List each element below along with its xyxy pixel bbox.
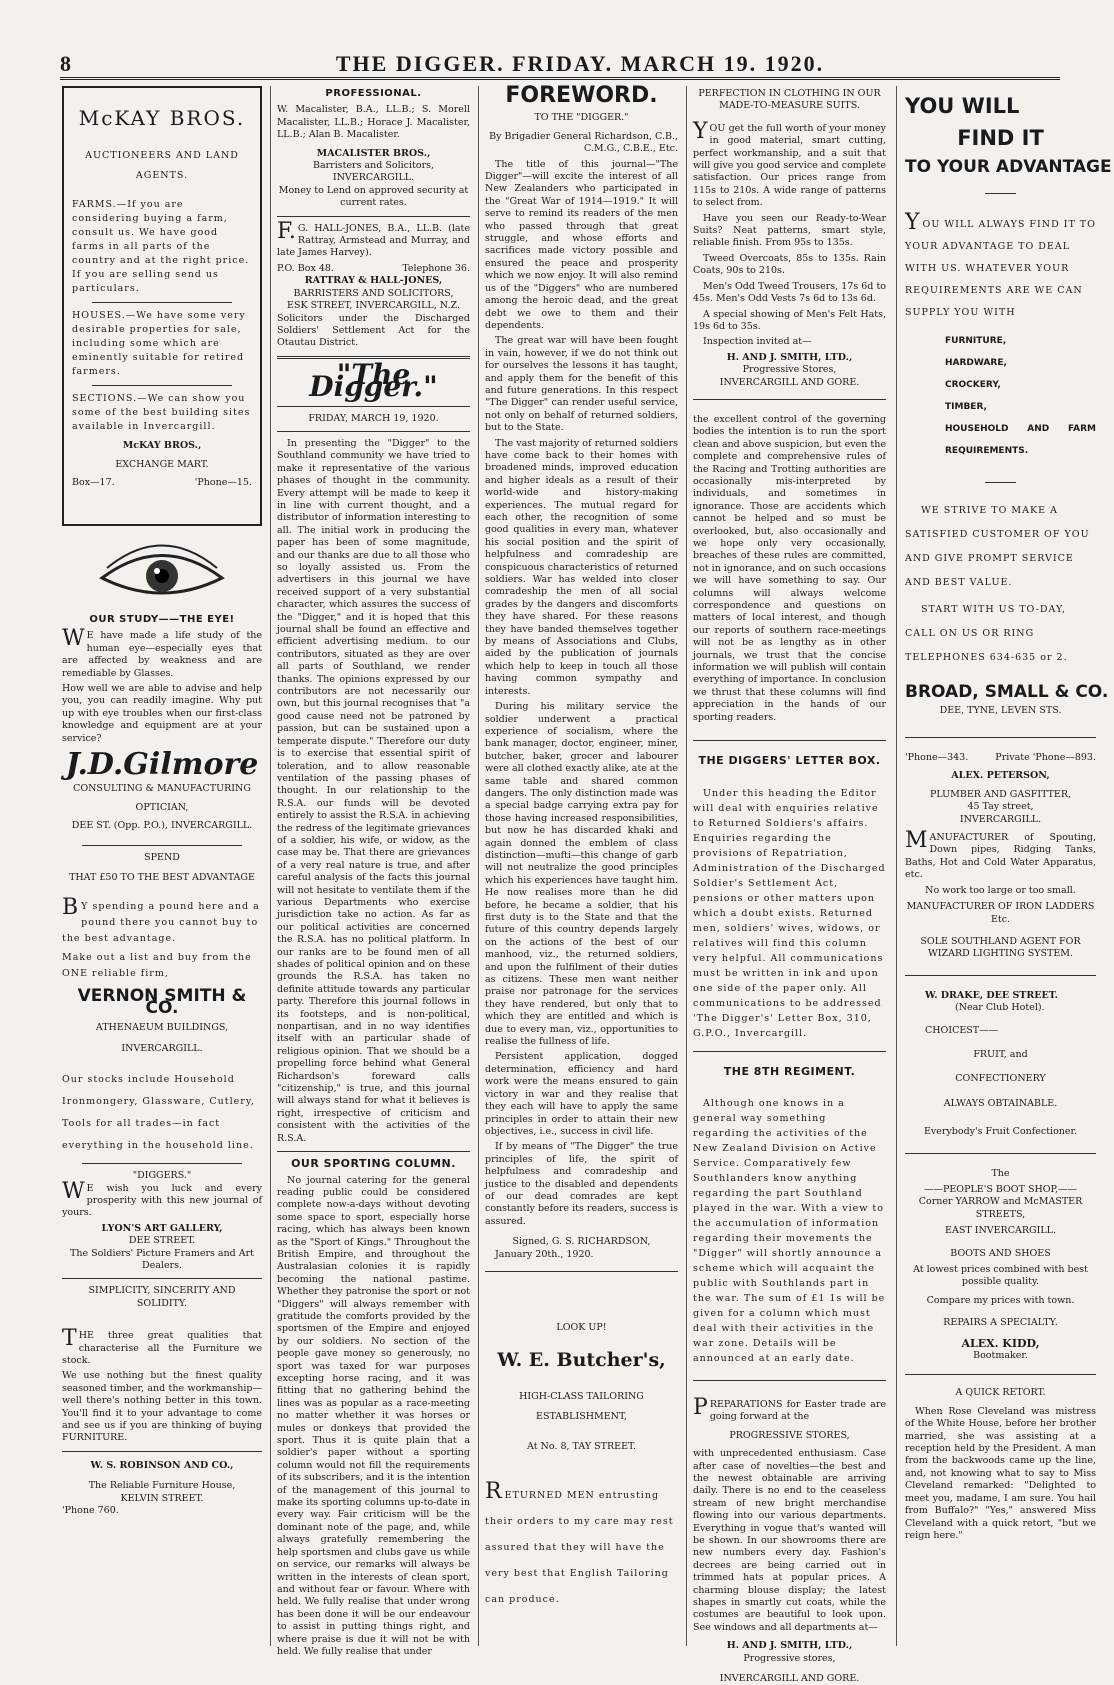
- kidd-role: Bootmaker.: [973, 1350, 1028, 1362]
- robinson-tagline: The Reliable Furniture House,: [88, 1480, 236, 1492]
- peterson-name: ALEX. PETERSON,: [951, 770, 1050, 782]
- digger-banner: "The Digger.": [309, 357, 438, 404]
- robinson-text1: THE three great qualities that characterise all the Furniture we stock.: [62, 1326, 262, 1366]
- peterson-text: MANUFACTURER of Spouting, Down pipes, Ridging Tanks, Baths, Hot and Cold Water Apparatus, etc.: [905, 828, 1096, 881]
- divider: [693, 1051, 886, 1052]
- foreword-signed-date: January 20th., 1920.: [495, 1248, 594, 1260]
- regiment-text: Although one knows in a general way something regarding the activities of the New Zealand Division on Active Service. Comparatively few Southlanders know anything regarding the part Southland played in the war. With a view to the accumulation of information regarding their movements the "Digger" will shortly announce a scheme which will acquaint the public with Southlands part in the war. The sum of £1 1s will be given for a column which must deal with their activities in the war zone. Details will be announced at an early date.: [693, 1097, 886, 1364]
- page-number: 8: [60, 50, 71, 76]
- smith1-heading: PERFECTION IN CLOTHING IN OUR MADE-TO-MEASURE SUITS.: [698, 88, 881, 112]
- vernon-text1: BY spending a pound here and a pound there you cannot buy to the best advantage.: [62, 894, 260, 944]
- mckay-contact: [72, 477, 252, 489]
- smith2-store: PROGRESSIVE STORES,: [729, 1429, 850, 1441]
- sporting-text: No journal catering for the general reading public could be considered complete now-a-days without devoting some space to sport, especially horse racing, which has always been known as the "Sport of Kings." Throughout the British Empire, and throughout the Australasian colonies it is rapidly becoming the national pastime. Whether they patronise the sport or not "Diggers" will always remember with gratitude the comforts provided by the sportsmen of the Empire and enjoyed by our soldiers. No section of the people gave money so generously, no sport was taxed for war purposes excepting horse racing, and it was fitting that no gathering behind the lines was as popular as a race-meeting no matter whether it was horses or mules or donkeys that provided the sport. Thus it is quite plain that a soldier's paper without a sporting column would not fill the requirements of its subscribers, and it is the intention of the management of this journal to make its sporting columns up-to-date in every way. Fair criticism will be the dominant note of the page, and, while always gratefully remembering the help sportsmen and clubs gave us while on service, our remarks will always be written in the interests of clean sport, and without fear or favour. Where with held. We fully realise that under wrong has been done it will be our endeavour to assist in putting things right, and where praise is due it will not be with held. We fully realise that under: [277, 1174, 470, 1657]
- smith1-text3: Tweed Overcoats, 85s to 135s. Rain Coats, 90s to 210s.: [693, 252, 886, 277]
- peterson-phone: 'Phone—343.: [905, 752, 969, 764]
- foreword-by: By Brigadier General Richardson, C.B., C.M.G., C.B.E., Etc.: [489, 130, 678, 155]
- peterson-phones: [905, 752, 1096, 764]
- gilmore-text2: How well we are able to advise and help you, you can readily imagine. Why put up with eye troubles when our first-class knowledge and equipment are at your service?: [62, 683, 262, 744]
- drake-line1: W. DRAKE, DEE STREET.: [925, 989, 1058, 1001]
- kidd-boots: BOOTS AND SHOES: [950, 1247, 1051, 1259]
- drake-always: ALWAYS OBTAINABLE.: [943, 1097, 1058, 1109]
- divider: [277, 1151, 470, 1152]
- peterson-nowork: No work too large or too small.: [925, 884, 1076, 896]
- professional-heading: PROFESSIONAL.: [325, 88, 422, 99]
- hall-role: BARRISTERS AND SOLICITORS,: [293, 287, 454, 299]
- foreword-signed: Signed, G. S. RICHARDSON,: [512, 1236, 651, 1248]
- kidd-compare: Compare my prices with town.: [926, 1294, 1075, 1306]
- masthead: [60, 50, 1060, 80]
- letterbox-text: Under this heading the Editor will deal with enquiries relative to Returned Soldiers's affairs. Enquiries regarding the provisions of Repatriation, Administration of the Discharged Soldier's Settlement Act, pensions or other matters upon which a doubt exists. Returned men, soldiers' wives, widows, or relatives will find this column very helpful. All communications must be written in ink and upon one side of the paper only. All communications to be addressed 'The Digger's' Letter Box, 310, G.P.O., Invercargill.: [693, 787, 886, 1039]
- mckay-phone: 'Phone—15.: [194, 477, 252, 489]
- drake-confect: CONFECTIONERY: [955, 1073, 1046, 1085]
- hall-note: Solicitors under the Discharged Soldiers' Settlement Act for the Otautau District.: [277, 312, 470, 349]
- mckay-address: EXCHANGE MART.: [115, 458, 209, 470]
- divider: [92, 385, 232, 386]
- masthead-title: THE DIGGER. FRIDAY. MARCH 19. 1920.: [335, 50, 825, 76]
- macalister-money: Money to Lend on approved security at current rates.: [278, 184, 469, 209]
- divider: [62, 1451, 262, 1452]
- divider: [693, 399, 886, 400]
- divider: [277, 216, 470, 217]
- column-4: [686, 86, 886, 1685]
- drake-choicest: CHOICEST——: [925, 1024, 999, 1036]
- butcher-line1: HIGH-CLASS TAILORING ESTABLISHMENT,: [519, 1390, 644, 1422]
- broad-item: HOUSEHOLD AND FARM REQUIREMENTS.: [945, 424, 1096, 457]
- broad-h3: TO YOUR ADVANTAGE: [905, 156, 1112, 177]
- broad-text3: START WITH US TO-DAY, CALL ON US OR RING TELEPHONES 634-635 or 2.: [905, 604, 1068, 664]
- butcher-line2: At No. 8, TAY STREET.: [527, 1440, 636, 1452]
- macalister-firm: MACALISTER BROS.,: [316, 147, 431, 159]
- divider: [985, 193, 1016, 194]
- foreword-p4: During his military service the soldier underwent a practical experience of socialism, where the bank manager, doctor, engineer, miner, butcher, baker, grocer and labourer were all clothed exactly alike, ate at the same table and shared common dangers. The only distinction made was a special badge carrying extra pay for those having increased responsibilities, but now he has discarded khaki and again donned the emblem of class distinction—mufti—this change of garb will not neutralize the good principles which his experiences have taught him. He now realises more than he did before, he became a soldier, that his first duty is to the State and that the future of this country depends largely on the actions of the best of our manhood, viz., the returned soldiers, and upon the fulfilment of their duties as citizens. These men want neither praise nor patronage for the services they have rendered, but only that to which they are entitled and which is due to every man, viz., opportunities to realise the fullness of life.: [485, 701, 678, 1048]
- broad-street: DEE, TYNE, LEVEN STS.: [939, 704, 1062, 716]
- foreword-p1: The title of this journal—"The Digger"—will excite the interest of all New Zealanders who participated in the "Great War of 1914—1919." It will serve to remind its readers of the men who passed through that great struggle, and whose efforts and sacrifices made victory possible and ensured the peace and prosperity which we now enjoy. It will also remind us of the "Diggers" who are numbered among the heroic dead, and the great debt we owe to them and their dependents.: [485, 158, 678, 331]
- vernon-address1: ATHENAEUM BUILDINGS,: [95, 1022, 229, 1034]
- kidd-prices: At lowest prices combined with best possible quality.: [913, 1264, 1088, 1288]
- butcher-text: RETURNED MEN entrusting their orders to my care may rest assured that they will have the very best that English Tailoring can produce.: [485, 1479, 674, 1606]
- smith1-tagline: Progressive Stores,: [742, 364, 837, 376]
- divider: [905, 737, 1096, 738]
- editorial-text: In presenting the "Digger" to the Southland community we have tried to make it representative of the various phases of thought in the community. Every attempt will be made to keep it in line with current thought, and a distributor of information interesting to all. The initial work in producing the paper has been of some magnitude, and our thanks are due to all those who so loyally assisted us. From the advertisers in this journal we have received support of a very substantial character, which assures the success of the "Digger," and it is hoped that this journal shall be found an effective and efficient advertising medium. to our contributors, situated as they are over all parts of Southland, we render thanks. The opinions expressed by our contributors are not necessarily our own, but this journal recognises that "a good cause need not be patroned by passion, but can be sustained upon a temperate dispute." Therefore our duty is to exercise that essential spirit of toleration, and to allow reasonable ventilation of the passing phases of thought. In our relationship to the R.S.A. our funds will be devoted entirely to assist the R.S.A. in achieving the redress of the legitimate grievances of a soldier, his wife, or widow, as the case may be. That there are grievances of a very real nature is true, and after careful analysis of the facts this journal will not hesitate to ventilate them if the various Departments who exercise jurisdiction take no action. As far as our political activities are concerned the R.S.A. has no political platform. In our ranks are to be found men of all shades of political opinion and on these grounds the R.S.A. has taken no definite attitude towards any particular party. Therefore this journal follows in its footsteps, and is non-political, nonpartisan, and in no way identifies itself with an particular shade of religious opinion. That we should be a propelling force behind what General Richardson's foreward calls "citizenship," is true, and this journal will always stand for what it believes is right, irrespective of criticism and consistent with the activities of the R.S.A.: [277, 437, 470, 1144]
- peterson-private: Private 'Phone—893.: [995, 752, 1096, 764]
- vernon-text2: Make out a list and buy from the ONE reliable firm,: [62, 951, 252, 979]
- smith1-town: INVERCARGILL AND GORE.: [719, 376, 860, 388]
- robinson-name: W. S. ROBINSON AND CO.,: [90, 1459, 234, 1471]
- smith1-text2: Have you seen our Ready-to-Wear Suits? Neat patterns, smart style, reliable finish. From 95s to 135s.: [693, 212, 886, 249]
- divider: [62, 1278, 262, 1279]
- broad-name: BROAD, SMALL & CO.: [905, 682, 1109, 703]
- divider: [82, 845, 242, 846]
- retort-heading: A QUICK RETORT.: [955, 1387, 1046, 1399]
- macalister-town: INVERCARGILL.: [332, 172, 415, 184]
- butcher-look: LOOK UP!: [556, 1321, 607, 1333]
- peterson-agent: SOLE SOUTHLAND AGENT FOR WIZARD LIGHTING SYSTEM.: [920, 935, 1081, 960]
- broad-item: TIMBER,: [945, 402, 987, 413]
- robinson-street: KELVIN STREET.: [120, 1492, 204, 1504]
- divider: [905, 1374, 1096, 1375]
- foreword-p3: The vast majority of returned soldiers have come back to their homes with broadened minds, improved education and higher ideals as a result of their world-wide and history-making experiences. The mutual regard for each other, the recognition of some good qualities in every man, whatever his social position and the spirit of helpfulness and comradeship are conspicuous characteristics of returned soldiers. War has welded into closer comradeship the men of all social grades by the dangers and discomforts they have shared. For these reasons they have banded themselves together by means of Associations and Clubs, aided by the publication of journals which help to keep in touch all those having common sympathy and interests.: [485, 437, 678, 697]
- smith1-name: H. AND J. SMITH, LTD.,: [726, 351, 853, 363]
- lyons-street: DEE STREET.: [128, 1235, 196, 1247]
- eye-illustration-icon: [62, 538, 262, 608]
- mckay-box: Box—17.: [72, 477, 115, 489]
- divider: [92, 302, 232, 303]
- foreword-heading: FOREWORD.: [505, 83, 658, 108]
- lyons-heading: "DIGGERS.": [132, 1170, 192, 1182]
- mckay-ad: [62, 86, 262, 526]
- column-3: [478, 83, 678, 1646]
- lyons-text: WE wish you luck and every prosperity with this new journal of yours.: [62, 1178, 262, 1219]
- foreword-p5: Persistent application, dogged determination, efficiency and hard work were the means ensured to gain victory in war and they realise that they each will have to apply the same principles in order to attain their new objectives, i.e., success in civil life.: [485, 1051, 678, 1137]
- broad-h1: YOU WILL: [905, 94, 1020, 118]
- smith2-text1: PREPARATIONS for Easter trade are going forward at the: [693, 1394, 886, 1423]
- mckay-sections: SECTIONS.—We can show you some of the best building sites available in Invercargill.: [72, 393, 251, 433]
- column-1: [62, 86, 262, 1646]
- smith2-text2: with unprecedented enthusiasm. Case after case of novelties—the best and the newest obtainable are arriving daily. There is no end to the ceaseless stream of new bright merchandise flowing into our various departments. Everything in vogue that's wanted will be shown. In our showrooms there are new numbers every day. Fashion's decrees are being carried out in trimmed hats at popular prices. A charming blouse display; the latest shapes in smartly cut coats, while the costumes are beautiful to look upon. See windows and all departments at—: [693, 1448, 886, 1633]
- hall-street: ESK STREET, INVERCARGILL, N.Z.: [287, 300, 460, 312]
- mckay-farms: FARMS.—If you are considering buying a farm, consult us. We have good farms in all parts of the country and at the right price. If you are selling send us particulars.: [72, 199, 250, 295]
- gilmore-line1: CONSULTING & MANUFACTURING: [73, 783, 251, 795]
- vernon-stocks: Our stocks include Household Ironmongery, Glassware, Cutlery, Tools for all trades—in fact everything in the household line.: [62, 1074, 255, 1152]
- peterson-mfr: MANUFACTURER OF IRON LADDERS Etc.: [906, 901, 1095, 925]
- broad-text1: YOU WILL ALWAYS FIND IT TO YOUR ADVANTAGE TO DEAL WITH US. WHATEVER YOUR REQUIREMENTS ARE WE CAN SUPPLY YOU WITH: [905, 210, 1096, 319]
- foreword-p6: If by means of "The Digger" the true principles of life, the spirit of helpfulness and comradeship and justice to the disabled and dependents of our dead comrades are kept constantly before its readers, success is assured.: [485, 1141, 678, 1227]
- kidd-name: ALEX. KIDD,: [961, 1336, 1040, 1350]
- gilmore-signature: J.D.Gilmore: [65, 747, 259, 783]
- broad-item: HARDWARE,: [945, 358, 1007, 369]
- hall-po: P.O. Box 48.: [277, 262, 334, 274]
- peterson-role: PLUMBER AND GASFITTER,: [929, 788, 1072, 800]
- kidd-shop: ——PEOPLE'S BOOT SHOP,——: [923, 1183, 1078, 1195]
- kidd-east: EAST INVERCARGILL.: [945, 1225, 1056, 1237]
- divider: [985, 482, 1016, 483]
- divider: [693, 1380, 886, 1381]
- drake-tag: Everybody's Fruit Confectioner.: [923, 1126, 1078, 1138]
- sporting-continued: the excellent control of the governing bodies the intention is to run the sport clean and above suspicion, but even the complete and comprehensive rules of the Racing and Trotting authorities are occasionally mis-interpreted by individuals, and sometimes in ignorance. Those are accidents which cannot be helped and so must be overlooked, but, also occasionally and we hope only very occasionally, breaches of these rules are committed, not in ignorance, and on such occasions we will have something to say. Our columns will always welcome correspondence and questions on matters of local interest, and though our reports of southern race-meetings will not be as lengthy as in other journals, we trust that the concise information we will publish will contain everything of importance. In conclusion we thrust that these columns will find appreciation in the hands of our sporting readers.: [693, 413, 886, 723]
- divider: [905, 975, 1096, 976]
- drake-fruit: FRUIT, and: [973, 1048, 1028, 1060]
- mckay-houses: HOUSES.—We have some very desirable properties for sale, including some which are eminently suitable for retired farmers.: [72, 310, 246, 378]
- gilmore-text1: WE have made a life study of the human eye—especially eyes that are affected by weakness and are remediable by Glasses.: [62, 626, 262, 679]
- foreword-p2: The great war will have been fought in vain, however, if we do not think out for ourselves the lessons it has taught, and apply them for the benefit of this and future generations. In this respect "The Digger" can render useful service, not only on behalf of returned soldiers, but to the State.: [485, 335, 678, 434]
- kidd-corner: Corner YARROW and McMASTER STREETS,: [918, 1196, 1083, 1220]
- mckay-title: McKAY BROS.: [78, 106, 246, 130]
- vernon-spend: SPEND: [144, 851, 180, 863]
- gilmore-line2: OPTICIAN,: [135, 801, 189, 813]
- divider: [905, 1153, 1096, 1154]
- gilmore-heading: OUR STUDY——THE EYE!: [89, 614, 235, 625]
- macalister-role: Barristers and Solicitors,: [312, 160, 435, 172]
- broad-item: FURNITURE,: [945, 336, 1007, 347]
- hall-tel: Telephone 36.: [402, 262, 470, 274]
- smith1-text4: Men's Odd Tweed Trousers, 17s 6d to 45s. Men's Odd Vests 7s 6d to 13s 6d.: [693, 280, 886, 305]
- kidd-repairs: REPAIRS A SPECIALTY.: [943, 1317, 1058, 1329]
- gilmore-line3: DEE ST. (Opp. P.O.), INVERCARGILL.: [71, 820, 253, 832]
- letterbox-heading: THE DIGGERS' LETTER BOX.: [698, 754, 881, 768]
- divider: [277, 431, 470, 432]
- drake-line2: (Near Club Hotel).: [955, 1002, 1045, 1014]
- regiment-heading: THE 8TH REGIMENT.: [723, 1064, 856, 1078]
- hall-text: F.G. HALL-JONES, B.A., LL.B. (late Rattray, Armstead and Murray, and late James Harvey).: [277, 218, 470, 259]
- broad-text2: WE STRIVE TO MAKE A SATISFIED CUSTOMER OF YOU AND GIVE PROMPT SERVICE AND BEST VALUE.: [905, 505, 1090, 589]
- column-5: [896, 86, 1112, 1646]
- broad-items: [905, 330, 1096, 462]
- divider: [485, 1271, 678, 1272]
- foreword-to: TO THE "DIGGER.": [534, 112, 629, 124]
- butcher-name: W. E. Butcher's,: [497, 1349, 666, 1372]
- robinson-heading: SIMPLICITY, SINCERITY AND SOLIDITY.: [88, 1285, 236, 1309]
- smith1-text1: YOU get the full worth of your money in good material, smart cutting, perfect workmanship, and a suit that will give you good service and complete satisfaction. Our prices range from 115s to 210s. A wide range of patterns to select from.: [693, 118, 886, 209]
- retort-text: When Rose Cleveland was mistress of the White House, before her brother married, she was assisting at a reception held by the President. A man from the backwoods came up the line, and, not knowing what to say to Miss Cleveland remarked: "Delighted to meet you, madame, I am sure. You hail from Buffalo?" "Yes," answered Miss Cleveland with a quick retort, "but we reign here.": [905, 1405, 1096, 1541]
- broad-item: CROCKERY,: [945, 380, 1001, 391]
- smith1-text6: Inspection invited at—: [703, 336, 812, 348]
- vernon-address2: INVERCARGILL.: [121, 1042, 203, 1054]
- sporting-heading: OUR SPORTING COLUMN.: [291, 1157, 456, 1171]
- vernon-name: VERNON SMITH & CO.: [77, 985, 247, 1018]
- smith2-tagline: Progressive stores,: [743, 1652, 836, 1664]
- hall-firm: RATTRAY & HALL-JONES,: [304, 275, 443, 287]
- hall-contact: [277, 263, 470, 275]
- robinson-text2: We use nothing but the finest quality seasoned timber, and the workmanship—well there's nothing better in this town. You'll find it to your advantage to come and see us if you are thinking of buying FURNITURE.: [62, 1370, 262, 1444]
- smith2-town: INVERCARGILL AND GORE.: [719, 1673, 860, 1685]
- column-2: [270, 86, 470, 1657]
- peterson-street: 45 Tay street,: [967, 801, 1034, 813]
- vernon-advantage: THAT £50 TO THE BEST ADVANTAGE: [69, 872, 255, 884]
- broad-h2: FIND IT: [957, 126, 1044, 151]
- mckay-name: McKAY BROS.,: [122, 440, 202, 452]
- peterson-town: INVERCARGILL.: [959, 813, 1042, 825]
- lyons-name: LYON'S ART GALLERY,: [101, 1222, 223, 1234]
- divider: [82, 1163, 242, 1164]
- professional-names: W. Macalister, B.A., LL.B.; S. Morell Macalister, LL.B.; Horace J. Macalister, LL.B.; Alan B. Macalister.: [277, 104, 470, 141]
- lyons-tagline: The Soldiers' Picture Framers and Art Dealers.: [70, 1247, 254, 1271]
- smith1-text5: A special showing of Men's Felt Hats, 19s 6d to 35s.: [693, 308, 886, 332]
- kidd-the: The: [991, 1167, 1010, 1179]
- editorial-date: FRIDAY, MARCH 19, 1920.: [308, 412, 439, 424]
- mckay-subtitle: AUCTIONEERS AND LAND AGENTS.: [85, 150, 239, 182]
- divider: [277, 406, 470, 407]
- smith2-name: H. AND J. SMITH, LTD.,: [726, 1640, 853, 1652]
- divider: [693, 740, 886, 741]
- robinson-phone: 'Phone 760.: [62, 1505, 119, 1517]
